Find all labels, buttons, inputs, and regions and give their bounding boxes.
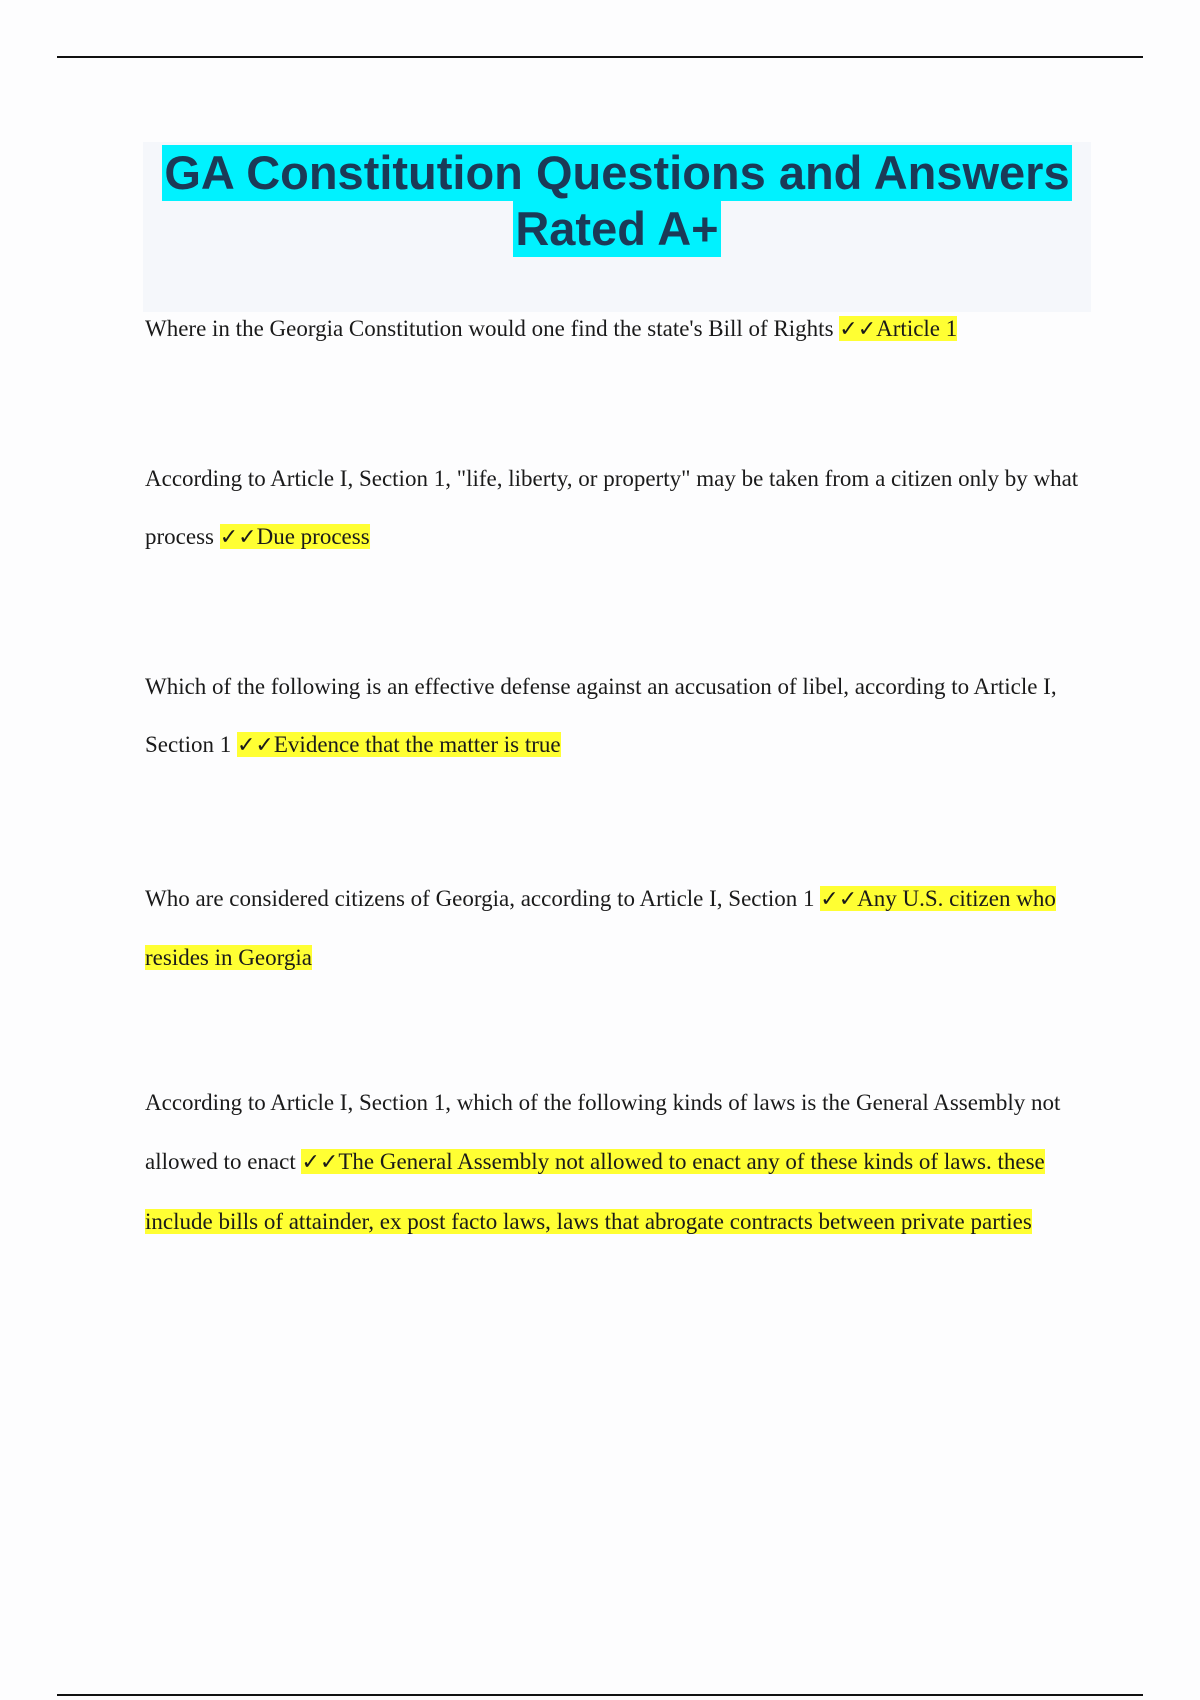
title-block	[143, 142, 1091, 312]
double-check-icon: ✓✓	[839, 317, 877, 342]
answer-text: Due process	[256, 524, 370, 549]
answer-text: The General Assembly not allowed to enact any of these kinds of laws. these include bills of attainder, ex post facto laws, laws that abrogate contracts between private parties	[145, 1149, 1045, 1234]
question-text: According to Article I, Section 1, "life, liberty, or property" may be taken from a citizen only by what process	[145, 466, 1079, 549]
question-text: Who are considered citizens of Georgia, according to Article I, Section 1	[145, 886, 821, 911]
qa-item-2	[145, 450, 1090, 567]
bottom-divider	[57, 1694, 1143, 1696]
double-check-icon: ✓✓	[820, 887, 858, 912]
answer-highlight	[220, 524, 370, 549]
qa-item-5	[145, 1073, 1090, 1251]
double-check-icon: ✓✓	[219, 525, 257, 550]
answer-highlight	[237, 732, 561, 757]
qa-item-4	[145, 870, 1090, 987]
qa-item-3	[145, 658, 1090, 775]
top-divider	[57, 56, 1143, 58]
qa-item-1	[145, 300, 1090, 359]
answer-highlight	[839, 316, 957, 341]
document-title-line-1: GA Constitution Questions and Answers	[164, 146, 1070, 199]
document-title-line-2: Rated A+	[515, 202, 719, 255]
answer-text: Article 1	[876, 316, 958, 341]
question-text: Where in the Georgia Constitution would one find the state's Bill of Rights	[145, 316, 840, 341]
double-check-icon: ✓✓	[301, 1150, 339, 1175]
question-text: According to Article I, Section 1, which of the following kinds of laws is the General Assembly not allowed to enact	[145, 1090, 1061, 1174]
double-check-icon: ✓✓	[237, 733, 274, 758]
answer-text: Any U.S. citizen who resides in Georgia	[145, 886, 1056, 970]
answer-text: Evidence that the matter is true	[273, 732, 561, 757]
question-text: Which of the following is an effective defense against an accusation of libel, according to Article I, Section 1	[145, 674, 1057, 757]
